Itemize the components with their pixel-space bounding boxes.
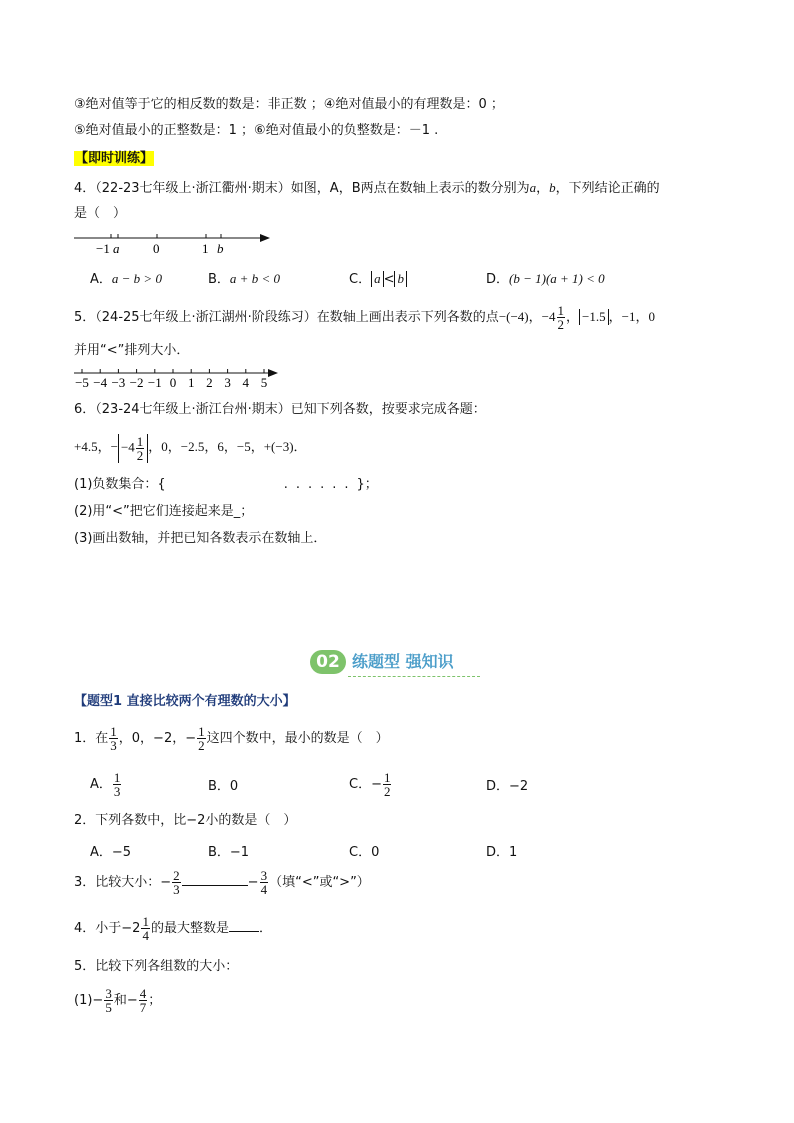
t1q1-c: 这四个数中，最小的数是（ ） [206, 731, 389, 746]
q4-stem-line-2: 是（ ） [74, 206, 127, 221]
q4-option-b-label: B． [208, 272, 230, 287]
t1q1-option-d[interactable]: D．−2 [486, 779, 529, 794]
q6-part-1-dots: ...... [283, 477, 357, 492]
t1q4-frac [141, 915, 150, 942]
q6-numbers: +4.5，− −4 $\frac{1}{2}$ ，0，−2.5，6，−5，+(−3)． [74, 433, 307, 463]
t1q2-option-c[interactable]: C．0 [349, 845, 380, 860]
q4-option-b[interactable] [208, 268, 280, 287]
q4-axis-label-0: 0 [153, 241, 160, 256]
q5-num-4: −1 [621, 309, 636, 324]
t1q1-frac-2-den: 2 [198, 738, 205, 753]
q6-num-2-frac [136, 435, 145, 462]
t1q5-1-a: (1)− [74, 993, 104, 1008]
t1q4-a: 4．小于−2 [74, 921, 141, 936]
q6-num-2-denominator: 2 [136, 447, 144, 463]
q5-comma-1: ， [528, 310, 542, 325]
t1q1-option-a-frac [113, 771, 122, 798]
q5-axis-label: 1 [187, 375, 195, 390]
q4-var-a: a [529, 180, 537, 195]
q5-axis-label: −1 [147, 375, 162, 390]
t1q3-frac-1-num: 2 [173, 868, 180, 883]
t1q2-option-a[interactable]: A．−5 [90, 845, 132, 860]
q4-option-c-abs-b: b [394, 271, 407, 287]
t1q2-option-d[interactable]: D．1 [486, 845, 518, 860]
q5-axis-label: −2 [129, 375, 144, 390]
q4-stem-line-1 [74, 180, 660, 197]
q5-num-2-whole: −4 [541, 309, 556, 324]
q4-axis-label-a: a [113, 241, 120, 256]
q4-axis-label-b: b [217, 241, 224, 256]
q6-num-2-numerator: 1 [136, 433, 144, 449]
t1q1-option-c[interactable] [349, 768, 392, 802]
t1q1-a: 1．在 [74, 731, 109, 746]
t1q1-option-c-num: 1 [383, 770, 391, 785]
q5-stem-line-1 [74, 304, 655, 331]
q5-comma-2: ， [566, 310, 580, 325]
q5-num-3-prefix: − [582, 309, 590, 324]
t1q1-option-b[interactable]: B．0 [208, 779, 239, 794]
t1q3-frac-2-den: 4 [260, 882, 268, 897]
training-tag [74, 151, 154, 167]
section-badge: 02 [310, 650, 346, 674]
q6-num-2-prefix: − [110, 439, 118, 454]
t1q1-frac-1-den: 3 [110, 738, 117, 753]
q5-num-2-frac [557, 304, 566, 331]
intro-line-1: ③绝对值等于它的相反数的数是：非正数 ；④绝对值最小的有理数是：0 ； [74, 97, 504, 112]
q4-option-a-label: A． [90, 272, 112, 287]
t1q1-frac-2-num: 1 [198, 724, 205, 739]
q6-num-2-whole: −4 [120, 439, 135, 454]
section-underline [348, 676, 480, 677]
q5-num-2-denominator: 2 [557, 317, 564, 332]
q6-part-1 [74, 477, 378, 493]
type1-q1 [74, 722, 389, 756]
t1q3-answer-blank[interactable] [182, 871, 248, 886]
t1q3-frac-1-den: 3 [173, 882, 180, 897]
q5-comma-3: ， [608, 310, 622, 325]
section-title: 练题型 强知识 [352, 652, 454, 671]
t1q1-option-a-num: 1 [113, 770, 121, 785]
t1q2-option-b[interactable]: B．−1 [208, 845, 250, 860]
t1q1-b: ，0，−2，− [118, 731, 197, 746]
t1q3-frac-2-num: 3 [260, 868, 268, 883]
q4-var-b: b [549, 180, 556, 195]
q5-axis-label: −3 [111, 375, 126, 390]
t1q1-frac-2 [197, 725, 206, 752]
q4-stem-b: ，下列结论正确的 [555, 181, 660, 196]
q4-axis-label-minus1: −1 [96, 241, 110, 256]
q5-num-3-abs [579, 309, 609, 325]
q5-axis-label: 2 [206, 375, 213, 390]
q5-axis-label: 3 [224, 375, 231, 390]
q4-sep: ， [536, 181, 550, 196]
t1q4-c: ． [258, 921, 272, 936]
q6-num-1: +4.5 [74, 439, 98, 454]
t1q1-option-a-den: 3 [113, 784, 121, 799]
q5-num-1: −(−4) [498, 309, 529, 324]
t1q1-frac-1 [109, 725, 118, 752]
q4-option-a[interactable] [90, 268, 162, 287]
t1q5-1-frac-1-num: 3 [105, 986, 112, 1001]
t1q5-1-frac-1-den: 5 [105, 1000, 112, 1015]
q6-part-3: (3)画出数轴，并把已知各数表示在数轴上． [74, 531, 327, 546]
t1q1-frac-1-num: 1 [110, 724, 117, 739]
t1q4-answer-blank[interactable] [229, 917, 259, 932]
q5-comma-4: ， [635, 310, 649, 325]
t1q5-1-frac-2-den: 7 [139, 1000, 147, 1015]
t1q4-frac-num: 1 [142, 914, 149, 929]
t1q5-1-c: ； [148, 993, 162, 1008]
q5-axis-label: 5 [260, 375, 268, 390]
t1q1-option-c-frac [383, 771, 392, 798]
q4-option-c-abs-a: a [371, 271, 384, 287]
type1-q3 [74, 866, 370, 900]
q6-part-1-end: }； [356, 477, 378, 492]
q4-option-d-label: D． [486, 272, 510, 287]
q4-option-c-label: C． [349, 272, 372, 287]
q4-option-a-expr: a − b > 0 [111, 271, 162, 286]
t1q3-a: 3．比较大小：− [74, 875, 172, 890]
type1-q5-part-1 [74, 984, 161, 1018]
q6-num-rest: ，0，−2.5，6，−5，+(−3)． [148, 439, 307, 454]
q5-axis-label: −5 [75, 375, 89, 390]
type1-heading: 【题型1 直接比较两个有理数的大小】 [74, 694, 296, 709]
q4-stem-a: 4．（22-23七年级上·浙江衢州·期末）如图，A，B两点在数轴上表示的数分别为 [74, 181, 530, 196]
t1q5-1-b: 和− [113, 993, 138, 1008]
intro-line-2: ⑤绝对值最小的正整数是：1 ；⑥绝对值最小的负整数是：－1 . [74, 123, 439, 138]
q5-stem-line-2: 并用“<”排列大小． [74, 343, 190, 358]
type1-q2: 2．下列各数中，比−2小的数是（ ） [74, 813, 297, 828]
t1q3-b: − [247, 875, 259, 890]
t1q5-1-frac-2 [139, 987, 148, 1014]
type1-q5: 5．比较下列各组数的大小： [74, 959, 239, 974]
q4-axis-label-1: 1 [202, 241, 209, 256]
q4-number-line [70, 228, 280, 258]
t1q4-frac-den: 4 [142, 928, 149, 943]
type1-q4 [74, 912, 272, 946]
q4-option-b-expr: a + b < 0 [229, 271, 280, 286]
q5-num-5: 0 [648, 309, 655, 324]
q4-option-d[interactable] [486, 268, 605, 287]
q5-axis-label: 4 [242, 375, 250, 390]
q4-option-c-lt: < [383, 272, 395, 287]
t1q1-option-c-den: 2 [383, 784, 391, 799]
t1q4-b: 的最大整数是 [150, 921, 229, 936]
t1q1-option-a[interactable] [90, 768, 122, 802]
q6-num-2-abs [118, 434, 148, 463]
q6-part-2: (2)用“<”把它们连接起来是_； [74, 504, 254, 519]
t1q5-1-frac-2-num: 4 [139, 986, 147, 1001]
t1q3-frac-2 [260, 869, 269, 896]
q5-num-2-numerator: 1 [557, 303, 564, 318]
t1q1-option-c-label: C．− [349, 777, 382, 792]
q4-option-d-expr: (b − 1)(a + 1) < 0 [509, 271, 605, 286]
t1q3-frac-1 [172, 869, 181, 896]
q5-axis-label: −4 [93, 375, 108, 390]
training-tag-label: 【即时训练】 [75, 151, 154, 166]
q6-stem: 6．（23-24七年级上·浙江台州·期末）已知下列各数，按要求完成各题： [74, 402, 486, 417]
q4-option-c[interactable] [349, 268, 407, 287]
q5-num-3-inner: 1.5 [589, 309, 606, 324]
q5-stem-a: 5．（24-25七年级上·浙江湖州·阶段练习）在数轴上画出表示下列各数的点 [74, 310, 499, 325]
t1q1-option-a-label: A． [90, 777, 112, 792]
q5-number-line [70, 364, 290, 392]
t1q3-c: （填“<”或“>”） [269, 875, 370, 890]
t1q5-1-frac-1 [104, 987, 113, 1014]
q6-part-1-label: (1)负数集合：{ [74, 477, 166, 492]
q5-axis-label: 0 [169, 375, 177, 390]
